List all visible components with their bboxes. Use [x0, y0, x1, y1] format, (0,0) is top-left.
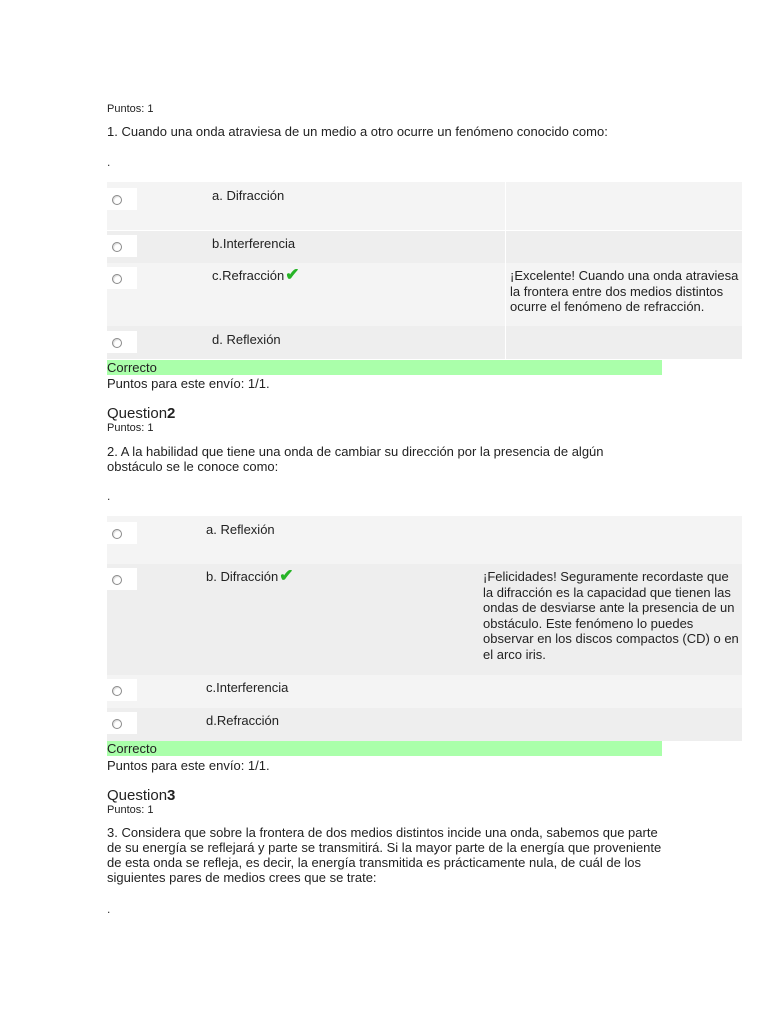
answer-feedback: ¡Felicidades! Seguramente recordaste que la difracción es la capacidad que tienen las ondas de desviarse ante la presencia de un obstáculo. Este fenómeno lo puedes observar en los discos compactos (CD) o en el arco iris. [483, 569, 739, 662]
question-2-points: Puntos: 1 [107, 422, 154, 434]
question-1-dot: . [107, 155, 111, 169]
question-2-heading: Question2 [107, 405, 176, 422]
answer-label: c.Interferencia [206, 680, 289, 695]
question-3-heading: Question3 [107, 787, 176, 804]
radio-icon[interactable] [112, 575, 122, 585]
radio-icon[interactable] [112, 242, 122, 252]
answer-row-q1-d[interactable] [107, 326, 742, 359]
answer-row-q1-b[interactable] [107, 231, 742, 263]
question-3-points: Puntos: 1 [107, 804, 154, 816]
answer-label: d.Refracción [206, 713, 279, 728]
radio-icon[interactable] [112, 195, 122, 205]
question-3-dot: . [107, 902, 111, 916]
answer-label: b. Difracción [206, 569, 279, 584]
radio-icon[interactable] [112, 719, 122, 729]
answer-label: a. Difracción [212, 188, 285, 203]
score-text: Puntos para este envío: 1/1. [107, 758, 270, 773]
question-2-text: 2. A la habilidad que tiene una onda de cambiar su dirección por la presencia de algún obstáculo se le conoce como: [107, 444, 604, 474]
question-3-text: 3. Considera que sobre la frontera de dos medios distintos incide una onda, sabemos que parte de su energía se reflejará y parte se transmitirá. Si la mayor parte de la energía que proveniente de esta onda se refleja, es decir, la energía transmitida es prácticamente nula, de cuál de los siguientes pares de medios crees que se trate: [107, 825, 662, 885]
answer-row-q2-a[interactable] [107, 516, 742, 564]
radio-icon[interactable] [112, 338, 122, 348]
answer-row-q1-c[interactable] [107, 263, 742, 326]
question-1-points: Puntos: 1 [107, 103, 154, 115]
answer-row-q2-d[interactable] [107, 708, 742, 741]
question-2-dot: . [107, 489, 111, 503]
radio-icon[interactable] [112, 274, 122, 284]
answer-row-q1-a[interactable] [107, 182, 742, 230]
score-text: Puntos para este envío: 1/1. [107, 376, 270, 391]
question-1-text: 1. Cuando una onda atraviesa de un medio a otro ocurre un fenómeno conocido como: [107, 124, 608, 139]
result-correct-bar: Correcto [107, 360, 662, 375]
answer-row-q2-c[interactable] [107, 675, 742, 708]
answer-label: a. Reflexión [206, 522, 275, 537]
check-icon: ✔ [285, 265, 300, 284]
answer-label: d. Reflexión [212, 332, 281, 347]
radio-icon[interactable] [112, 686, 122, 696]
answer-feedback: ¡Excelente! Cuando una onda atraviesa la frontera entre dos medios distintos ocurre el fenómeno de refracción. [510, 268, 739, 314]
check-icon: ✔ [279, 566, 294, 585]
radio-icon[interactable] [112, 529, 122, 539]
answer-row-q2-b[interactable] [107, 564, 742, 675]
answer-label: c.Refracción [212, 268, 285, 283]
result-correct-bar: Correcto [107, 741, 662, 756]
answer-label: b.Interferencia [212, 236, 296, 251]
